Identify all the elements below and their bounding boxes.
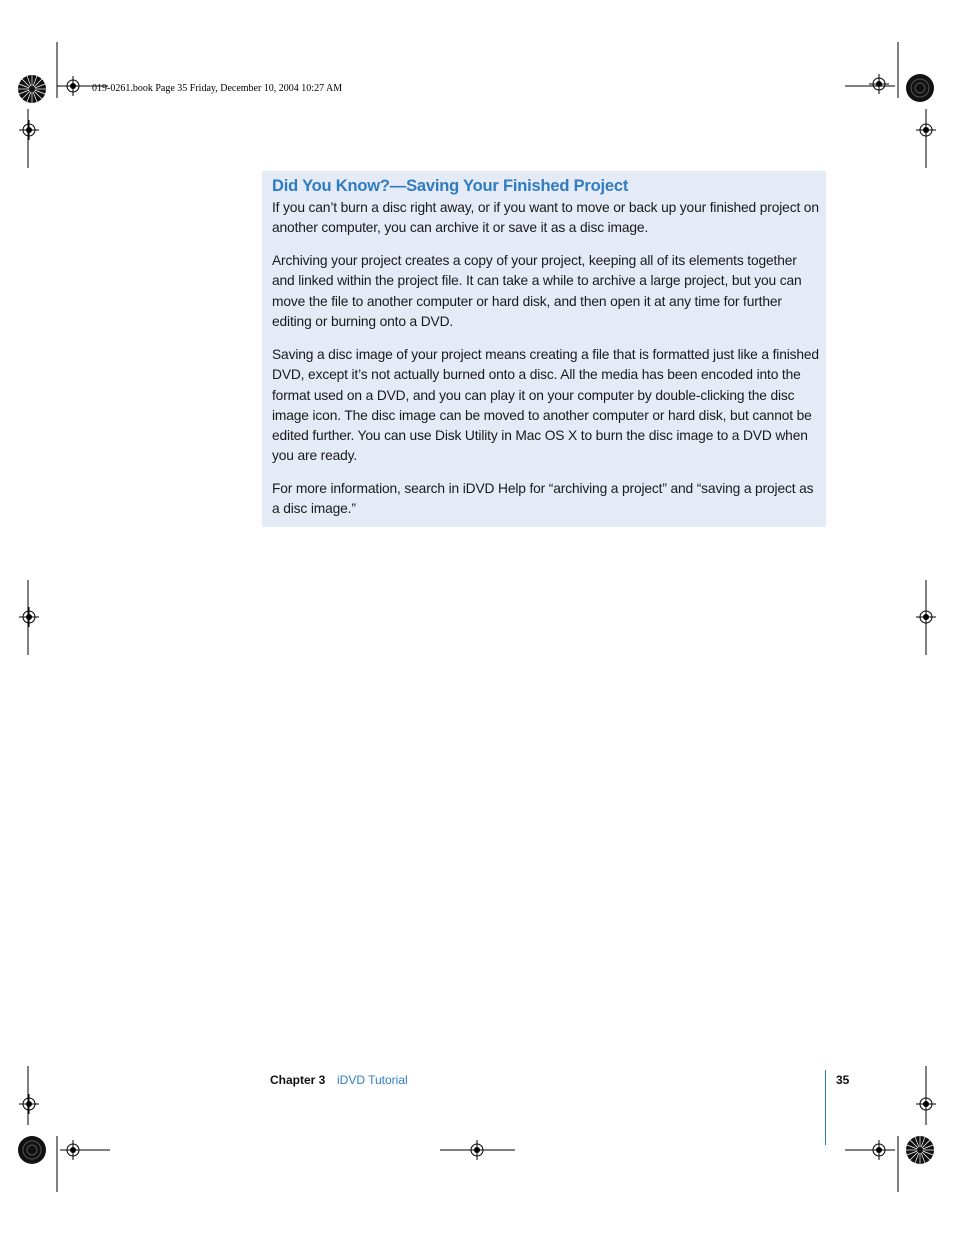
registration-target-icon <box>916 607 936 627</box>
registration-target-icon <box>19 1094 39 1114</box>
registration-target-icon <box>916 120 936 140</box>
registration-target-icon <box>467 1140 487 1160</box>
starburst-registration-icon <box>905 1135 935 1165</box>
print-slug: 019-0261.book Page 35 Friday, December 10, 2004 10:27 AM <box>92 83 343 94</box>
sidebar-paragraph: Archiving your project creates a copy of your project, keeping all of its elements together and linked within the project file. It can take a while to archive a large project, but you can move the file to another computer or hard disk, and then open it at any time for further editing or burning onto a DVD. <box>272 253 802 329</box>
registration-target-icon <box>869 74 889 94</box>
starburst-registration-icon <box>17 1135 47 1165</box>
registration-target-icon <box>916 1094 936 1114</box>
page-number: 35 <box>836 1073 850 1087</box>
registration-target-icon <box>19 120 39 140</box>
starburst-registration-icon <box>905 73 935 103</box>
sidebar-paragraph: Saving a disc image of your project means creating a file that is formatted just like a finished DVD, except it’s not actually burned onto a disc. All the media has been encoded into the format used on a DVD, and you can play it on your computer by double-clicking the disc image icon. The disc image can be moved to another computer or hard disk, but cannot be edited further. You can use Disk Utility in Mac OS X to burn the disc image to a DVD when you are ready. <box>272 347 819 464</box>
sidebar-title: Did You Know?—Saving Your Finished Project <box>272 177 629 195</box>
footer-divider <box>825 1070 826 1145</box>
registration-target-icon <box>63 76 83 96</box>
sidebar-paragraph: For more information, search in iDVD Help for “archiving a project” and “saving a project as a disc image.” <box>272 481 814 517</box>
registration-target-icon <box>63 1140 83 1160</box>
registration-target-icon <box>19 607 39 627</box>
footer-chapter-label: Chapter 3 <box>270 1073 326 1087</box>
footer-chapter-title: iDVD Tutorial <box>337 1073 408 1087</box>
sidebar-paragraph: If you can’t burn a disc right away, or if you want to move or back up your finished project on another computer, you can archive it or save it as a disc image. <box>272 200 819 236</box>
starburst-registration-icon <box>17 74 47 104</box>
registration-target-icon <box>869 1140 889 1160</box>
